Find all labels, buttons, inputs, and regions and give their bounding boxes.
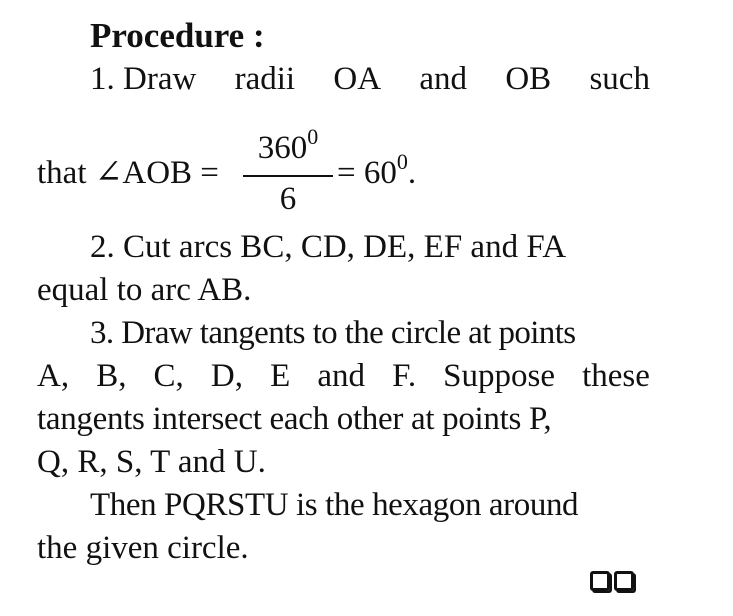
conclusion-line1: Then PQRSTU is the hexagon around: [90, 487, 579, 523]
conclusion-line2: the given circle.: [37, 530, 249, 566]
square-icon: [614, 571, 634, 591]
step1-word: OB: [505, 61, 552, 97]
square-icon: [590, 571, 610, 591]
fraction-denominator: 6: [279, 181, 297, 217]
fraction: [243, 124, 333, 219]
step1-word: radii: [234, 61, 296, 97]
step2-line2: equal to arc AB.: [37, 272, 252, 308]
step1-line1: [90, 58, 650, 100]
step3-line3: tangents intersect each other at points P,: [37, 401, 552, 437]
step1-word: and: [419, 61, 468, 97]
fraction-bar: [243, 175, 333, 177]
degree-superscript: 0: [307, 124, 319, 149]
fraction-numerator: $360^0$: [257, 124, 319, 166]
step3-line1: 3. Draw tangents to the circle at points: [90, 315, 576, 351]
step3-line4: Q, R, S, T and U.: [37, 444, 266, 480]
step1-word: such: [589, 61, 650, 97]
step1-word: OA: [333, 61, 382, 97]
step1-word: 1. Draw: [90, 61, 197, 97]
angle-aob-label: that ∠AOB =: [37, 155, 219, 191]
procedure-heading: Procedure :: [90, 16, 265, 55]
step3-line2: A, B, C, D, E and F. Suppose these: [37, 358, 650, 394]
step2-line1: 2. Cut arcs BC, CD, DE, EF and FA: [90, 229, 567, 265]
degree-superscript: 0: [396, 149, 408, 174]
formula-result: = $60^0$.: [337, 149, 417, 191]
end-of-proof-boxes: [590, 571, 634, 591]
